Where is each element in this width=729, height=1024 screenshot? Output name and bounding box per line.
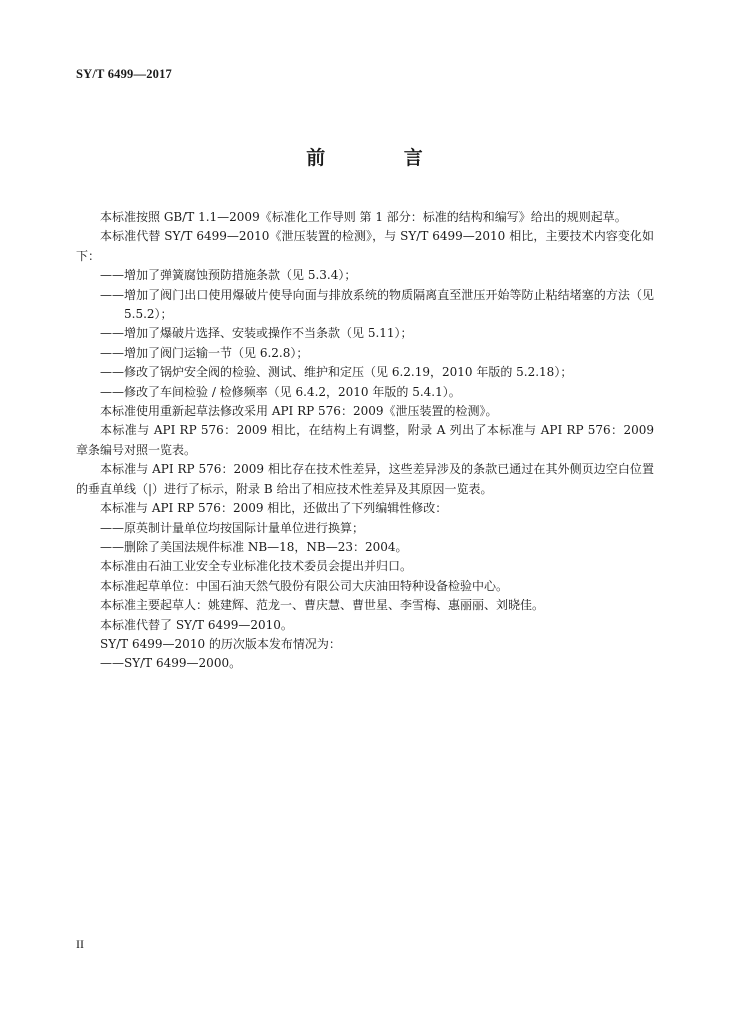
standard-code: SY/T 6499—2017 [76,67,172,81]
list-item: ——SY/T 6499—2000。 [100,656,242,671]
list-item: ——修改了车间检验 / 检修频率（见 6.4.2，2010 年版的 5.4.1）。 [100,384,461,399]
list-item: ——增加了爆破片选择、安装或操作不当条款（见 5.11）； [100,326,413,341]
paragraph: 本标准起草单位：中国石油天然气股份有限公司大庆油田特种设备检验中心。 [100,578,509,593]
page-number: II [76,937,84,951]
paragraph: 本标准按照 GB/T 1.1—2009《标准化工作导则 第 1 部分：标准的结构和编写》给出的规则起草。 [100,210,627,224]
list-item: ——增加了弹簧腐蚀预防措施条款（见 5.3.4）； [100,268,357,283]
list-item: ——增加了阀门运输一节（见 6.2.8）； [100,345,309,360]
paragraph: 本标准与 API RP 576：2009 相比存在技术性差异，这些差异涉及的条款已通过在其外侧页边空白位置的垂直单线（|）进行了标示，附录 B 给出了相应技术性差异及其原因一览表。 [76,462,654,496]
list-item: ——修改了锅炉安全阀的检验、测试、维护和定压（见 6.2.19，2010 年版的 5.2.18）； [100,365,573,380]
paragraph: SY/T 6499—2010 的历次版本发布情况为： [100,636,341,651]
paragraph: 本标准与 API RP 576：2009 相比，还做出了下列编辑性修改： [100,501,448,516]
page-title: 前 言 [306,147,459,169]
paragraph: 本标准使用重新起草法修改采用 API RP 576：2009《泄压装置的检测》。 [100,404,498,419]
list-item: ——删除了美国法规件标准 NB—18，NB—23：2004。 [100,539,408,554]
paragraph: 本标准主要起草人：姚建辉、范龙一、曹庆慧、曹世星、李雪梅、惠丽丽、刘晓佳。 [100,598,545,613]
list-item: ——原英制计量单位均按国际计量单位进行换算； [100,520,365,535]
paragraph: 本标准与 API RP 576：2009 相比，在结构上有调整，附录 A 列出了本标准与 API RP 576：2009 章条编号对照一览表。 [76,423,654,457]
foreword-body [76,208,654,674]
paragraph: 本标准代替了 SY/T 6499—2010。 [100,617,293,632]
list-item: ——增加了阀门出口使用爆破片使导向面与排放系统的物质隔离直至泄压开始等防止粘结堵塞的方法（见 5.5.2）； [100,287,654,322]
paragraph: 本标准由石油工业安全专业标准化技术委员会提出并归口。 [100,559,413,574]
paragraph: 本标准代替 SY/T 6499—2010《泄压装置的检测》，与 SY/T 6499—2010 相比，主要技术内容变化如下： [76,229,654,263]
